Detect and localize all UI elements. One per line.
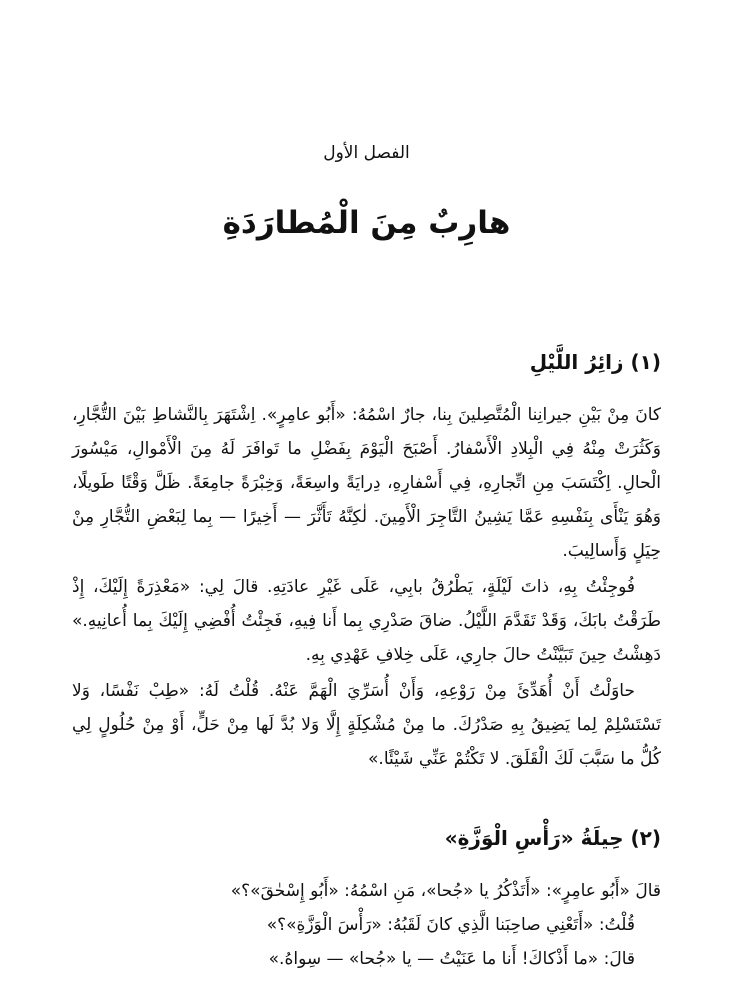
dialogue-line-3: قالَ: «ما أَذْكاكَ! أَنا ما عَنَيْتُ — يا «جُحا» — سِواهُ.» [268,949,635,969]
dialogue-line-2: قُلْتُ: «أَتَعْنِي صاحِبَنا الَّذِي كانَ لَقَبُهُ: «رَأْسَ الْوَزَّةِ»؟» [266,915,635,935]
paragraph-2: فُوجِئْتُ بِهِ، ذاتَ لَيْلَةٍ، يَطْرُقُ بابِي، عَلَى غَيْرِ عادَتِهِ. قالَ لِي: «مَعْذِرَةً إِلَيْكَ، إِذْ طَرَقْتُ بابَكَ، وَقَدْ تَقَدَّمَ اللَّيْلُ. ضاقَ صَدْرِي بِما أَنا فِيهِ، فَجِئْتُ أُفْضِي إِلَيْكَ بِما أُعانِيهِ.» دَهِشْتُ حِينَ تَبَيَّنْتُ حالَ جارِي، عَلَى خِلافِ عَهْدِي بِهِ. [72,577,661,665]
section-heading-2: (٢) حِيلَةُ «رَأْسِ الْوَزَّةِ» [444,826,661,850]
paragraph-3: حاوَلْتُ أَنْ أُهَدِّئَ مِنْ رَوْعِهِ، وَأَنْ أُسَرِّيَ الْهَمَّ عَنْهُ. قُلْتُ لَهُ: «طِبْ نَفْسًا، وَلا تَسْتَسْلِمْ لِما يَضِيقُ بِهِ صَدْرُكَ. ما مِنْ مُشْكِلَةٍ إِلَّا وَلا بُدَّ لَها مِنْ حَلٍّ، أَوْ مِنْ حُلُولٍ لِي كُلُّ ما سَبَّبَ لَكَ الْقَلَقَ. لا تَكْتُمْ عَنِّي شَيْئًا.» [72,681,661,769]
chapter-title: هارِبٌ مِنَ الْمُطارَدَةِ [222,205,511,241]
dialogue-line-1: قالَ «أَبُو عامِرٍ»: «أَتَذْكُرُ يا «جُحا»، مَنِ اسْمُهُ: «أَبُو إِسْحٰقَ»؟» [230,881,661,901]
section-heading-1: (١) زائِرُ اللَّيْلِ [529,350,661,374]
paragraph-1: كانَ مِنْ بَيْنِ جيرانِنا الْمُتَّصِلينَ بِنا، جارٌ اسْمُهُ: «أَبُو عامِرٍ». اِشْتَهَرَ بِالنَّشاطِ بَيْنَ التُّجَّارِ، وَكَثُرَتْ مِنْهُ فِي الْبِلادِ الْأَسْفارُ. أَصْبَحَ الْيَوْمَ بِفَضْلِ ما تَوافَرَ لَهُ مِنَ الْأَمْوالِ، مَيْسُورَ الْحالِ. اِكْتَسَبَ مِنِ اتِّجارِهِ، فِي أَسْفارِهِ، دِرايَةً واسِعَةً، وَخِبْرَةً جامِعَةً. ظَلَّ وَقْتًا طَويلًا، وَهُوَ يَنْأَى بِنَفْسِهِ عَمَّا يَشِينُ التَّاجِرَ الْأَمِينَ. لٰكِنَّهُ تَأَثَّرَ — أَخِيرًا — بِما لِبَعْضِ التُّجَّارِ مِنْ حِيَلٍ وَأَسالِيبَ. [72,405,661,561]
chapter-label: الفصل الأول [323,143,410,163]
